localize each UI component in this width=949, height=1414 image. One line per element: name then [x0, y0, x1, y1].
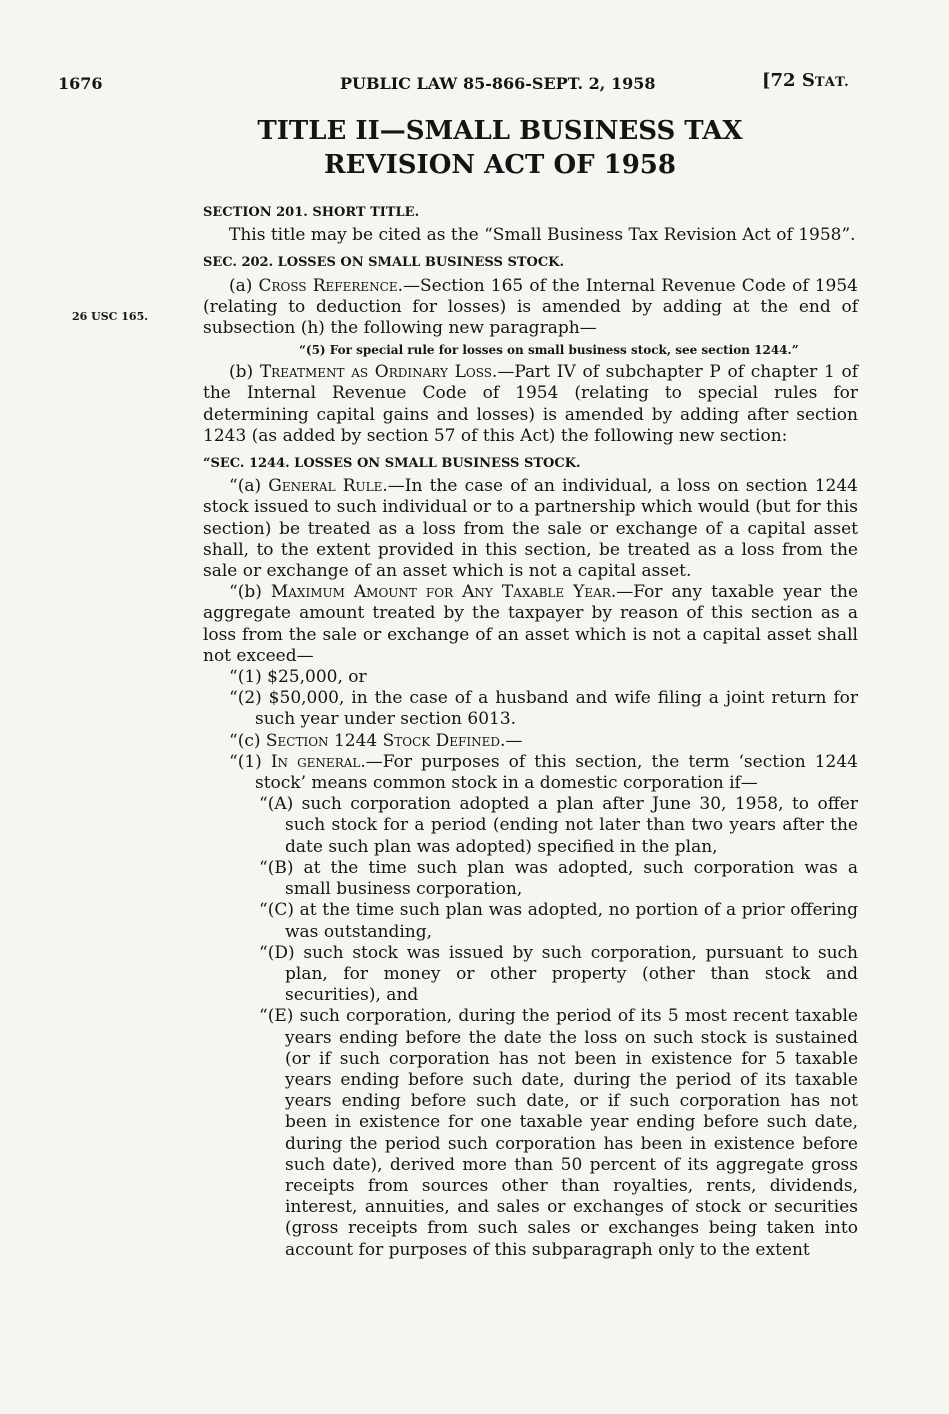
document-body — [203, 196, 858, 1261]
page-number: 1676 — [58, 74, 103, 93]
stock-defined — [203, 731, 858, 752]
general-rule-text: —In the case of an individual, a loss on section 1244 stock issued to such individual or to a partnership which would (but for this section) be treated as a loss from the sale or exchange of a capital asset shall, to the extent provided in this section, be treated as a loss from the sale or exchange of an asset which is not a capital asset. — [203, 476, 859, 582]
margin-note: 26 USC 165. — [72, 310, 149, 323]
maximum-amount-label: “(b) — [229, 582, 262, 603]
general-rule-label: “(a) — [229, 476, 262, 497]
section-201-heading: SECTION 201. SHORT TITLE. — [203, 205, 420, 220]
maximum-amount-caption: Maximum Amount for Any Taxable Year. — [270, 582, 617, 603]
general-rule — [203, 476, 858, 582]
section-1244-heading: “SEC. 1244. LOSSES ON SMALL BUSINESS STOCK. — [203, 456, 581, 472]
in-general-caption: In general. — [270, 751, 366, 772]
stock-defined-dash: — — [505, 730, 523, 751]
subsection-a — [203, 276, 858, 340]
subparagraph-A: “(A) such corporation adopted a plan after June 30, 1958, to offer such stock for a period (ending not later than two years after the date such plan was adopted) specified in the plan, — [259, 794, 858, 857]
paragraph-1: “(1) $25,000, or — [229, 667, 367, 688]
in-general-text: —For purposes of this section, the term ‘section 1244 stock’ means common stock in a domestic corporation if— — [255, 751, 858, 794]
maximum-amount-text: —For any taxable year the aggregate amount treated by the taxpayer by reason of this section as a loss from the sale or exchange of an asset which is not a capital asset shall not exceed— — [203, 582, 859, 666]
subparagraph-B: “(B) at the time such plan was adopted, such corporation was a small business corporation, — [259, 857, 858, 900]
volume-rest: TAT. — [814, 75, 850, 90]
in-general-label: “(1) — [229, 751, 262, 772]
subsection-b-caption: Treatment as Ordinary Loss. — [259, 362, 498, 383]
maximum-amount — [203, 582, 858, 667]
subsection-a-label: (a) — [229, 275, 253, 296]
volume-reference — [762, 70, 850, 91]
running-head: PUBLIC LAW 85-866-SEPT. 2, 1958 — [340, 74, 656, 93]
stock-defined-caption: Section 1244 Stock Defined. — [265, 730, 506, 751]
subparagraph-C: “(C) at the time such plan was adopted, no portion of a prior offering was outstanding, — [259, 900, 858, 942]
paragraph-2: “(2) $50,000, in the case of a husband and wife filing a joint return for such year under section 6013. — [229, 688, 858, 730]
subsection-b-label: (b) — [229, 362, 254, 383]
volume-bracket: [72 S — [762, 70, 815, 91]
subsection-b — [203, 362, 858, 447]
stock-defined-label: “(c) — [229, 730, 261, 751]
subsection-a-caption: Cross Reference. — [258, 275, 404, 296]
section-201-text: This title may be cited as the “Small Business Tax Revision Act of 1958”. — [229, 225, 856, 246]
section-202-heading: SEC. 202. LOSSES ON SMALL BUSINESS STOCK. — [203, 255, 564, 271]
subsection-a-text: —Section 165 of the Internal Revenue Code of 1954 (relating to deduction for losses) is amended by adding at the end of subsection (h) the following new paragraph— — [203, 275, 858, 339]
subparagraph-E: “(E) such corporation, during the period of its 5 most recent taxable years ending before the date the loss on such stock is sustained (or if such corporation has not been in existence for 5 taxable years ending before such date, during the period of its taxable years ending before such date, or if such corporation has not been in existence for one taxable year ending before such date, during the period such corporation has been in existence before such date), derived more than 50 percent of its aggregate gross receipts from sources other than royalties, rents, dividends, interest, annuities, and sales or exchanges of stock or securities (gross receipts from such sales or exchanges being taken into account for purposes of this subparagraph only to the extent — [259, 1006, 858, 1260]
in-general — [203, 752, 858, 794]
quoted-paragraph: “(5) For special rule for losses on small business stock, see section 1244.” — [299, 343, 799, 358]
title-line-2: REVISION ACT OF 1958 — [324, 150, 676, 180]
subsection-b-text: —Part IV of subchapter P of chapter 1 of the Internal Revenue Code of 1954 (relating to special rules for determining capital gains and losses) is amended by adding after section 1243 (as added by section 57 of this Act) the following new section: — [203, 362, 858, 446]
general-rule-caption: General Rule. — [268, 476, 388, 497]
subparagraph-D: “(D) such stock was issued by such corporation, pursuant to such plan, for money or other property (other than stock and securities), and — [259, 942, 858, 1006]
title-line-1: TITLE II—SMALL BUSINESS TAX — [257, 116, 743, 146]
